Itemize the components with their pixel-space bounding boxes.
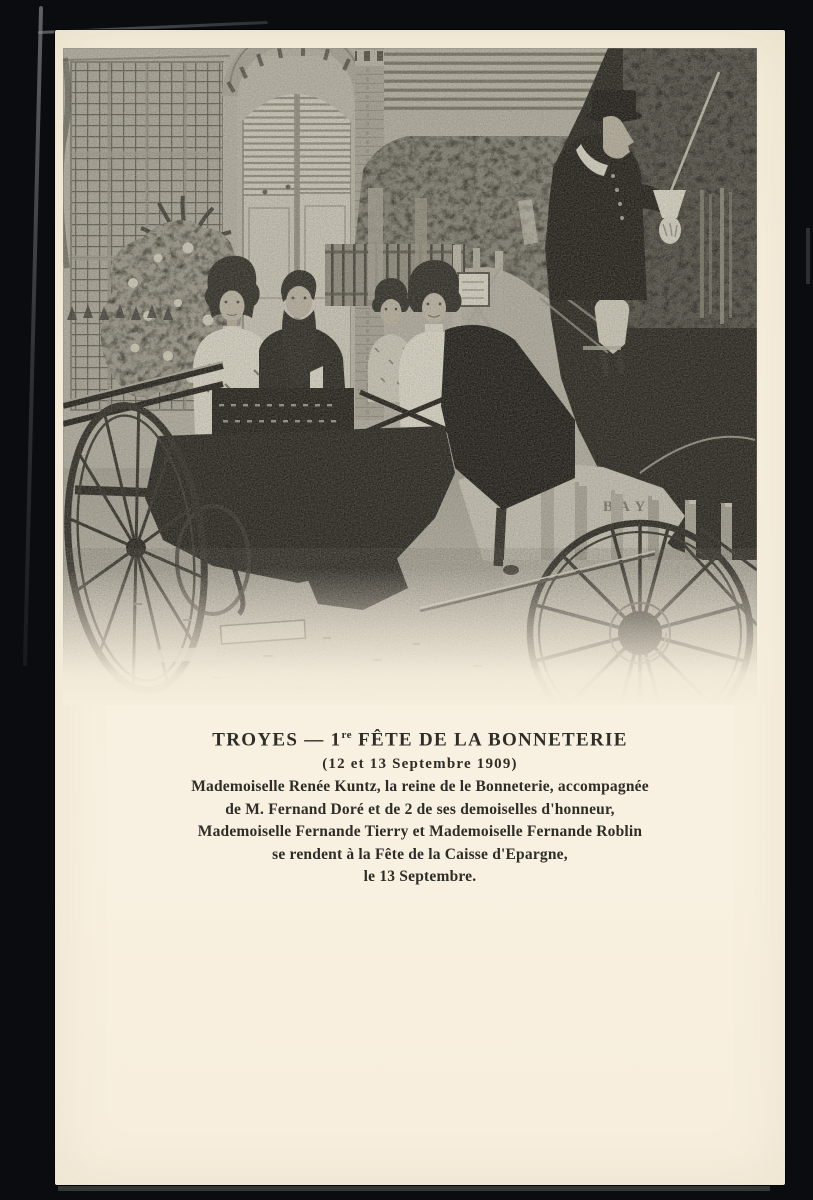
title-superscript: re xyxy=(341,729,353,741)
photo-fade xyxy=(63,568,757,705)
caption-line: Mademoiselle Renée Kuntz, la reine de le Bonneterie, accompagnée xyxy=(191,778,649,796)
postcard-title xyxy=(55,722,785,753)
postcard-subtitle: (12 et 13 Septembre 1909) xyxy=(322,756,518,773)
frame-bevel-left xyxy=(23,6,43,666)
caption-block xyxy=(55,722,785,888)
title-left: TROYES — 1 xyxy=(212,729,342,751)
caption-line: de M. Fernand Doré et de 2 de ses demoiselles d'honneur, xyxy=(225,800,615,818)
title-right: FÊTE DE LA BONNETERIE xyxy=(352,729,628,751)
postcard-photo xyxy=(63,48,757,705)
caption-line: Mademoiselle Fernande Tierry et Mademoiselle Fernande Roblin xyxy=(197,823,643,841)
frame-sliver-right xyxy=(806,228,810,284)
frame-strip-bottom xyxy=(58,1186,770,1191)
postcard xyxy=(55,30,785,1185)
caption-line: le 13 Septembre. xyxy=(363,867,477,885)
caption-line: se rendent à la Fête de la Caisse d'Epargne, xyxy=(272,845,568,863)
